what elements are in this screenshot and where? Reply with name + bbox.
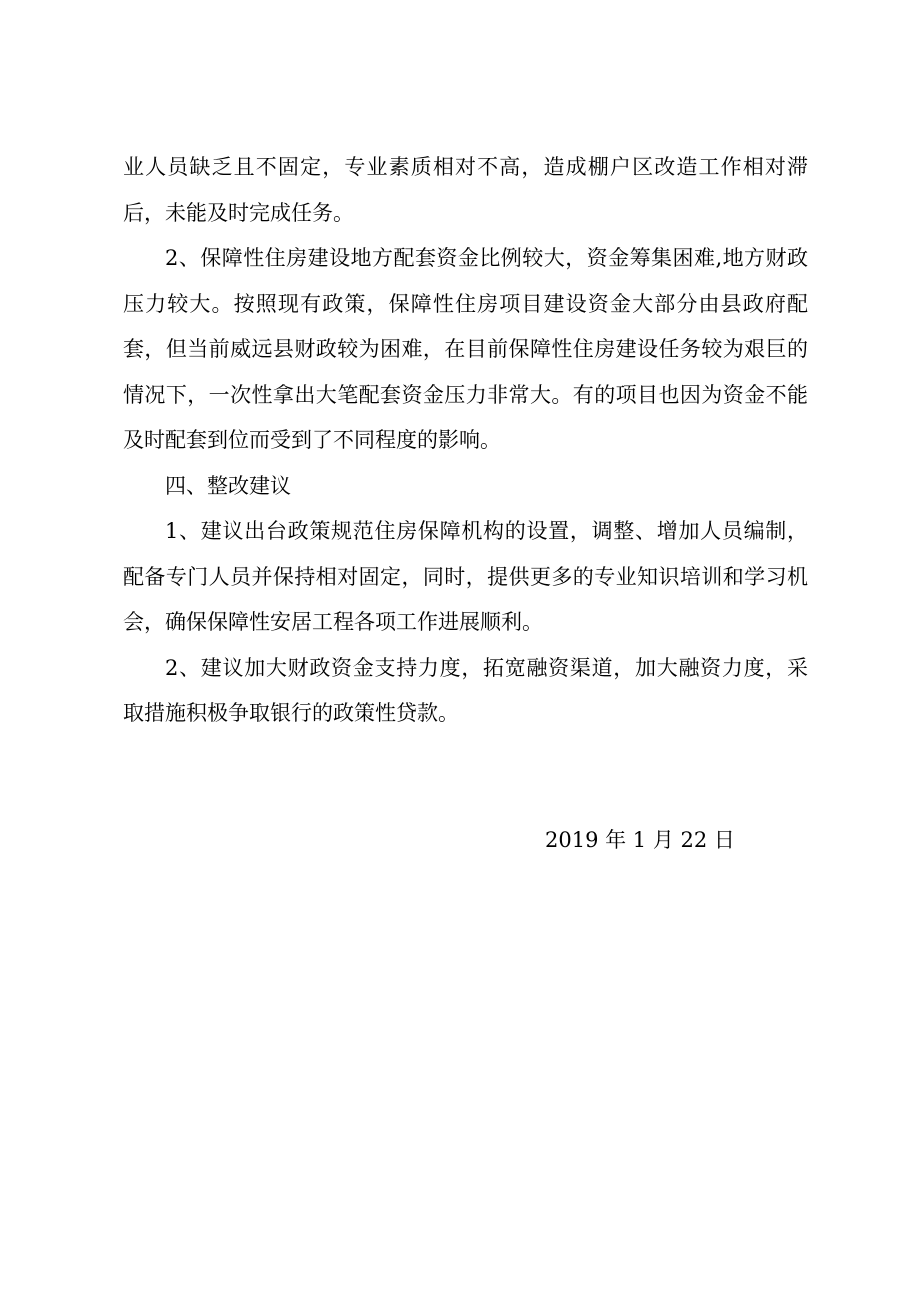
- paragraph-suggestion-2: 2、建议加大财政资金支持力度，拓宽融资渠道，加大融资力度，采取措施积极争取银行的政策性贷款。: [123, 655, 808, 725]
- document-body: [123, 145, 808, 737]
- paragraph-funding-issue: 2、保障性住房建设地方配套资金比例较大，资金筹集困难,地方财政压力较大。按照现有政策，保障性住房项目建设资金大部分由县政府配套，但当前威远县财政较为困难，在目前保障性住房建设任务较为艰巨的情况下，一次性拿出大笔配套资金压力非常大。有的项目也因为资金不能及时配套到位而受到了不同程度的影响。: [123, 246, 808, 452]
- document-date: 2019 年 1 月 22 日: [545, 828, 735, 852]
- section-heading-rectification-suggestions: 四、整改建议: [165, 473, 291, 498]
- paragraph-continuation: 业人员缺乏且不固定，专业素质相对不高，造成棚户区改造工作相对滞后，未能及时完成任务。: [123, 155, 808, 225]
- paragraph-suggestion-1: 1、建议出台政策规范住房保障机构的设置，调整、增加人员编制，配备专门人员并保持相对固定，同时，提供更多的专业知识培训和学习机会，确保保障性安居工程各项工作进展顺利。: [123, 519, 808, 634]
